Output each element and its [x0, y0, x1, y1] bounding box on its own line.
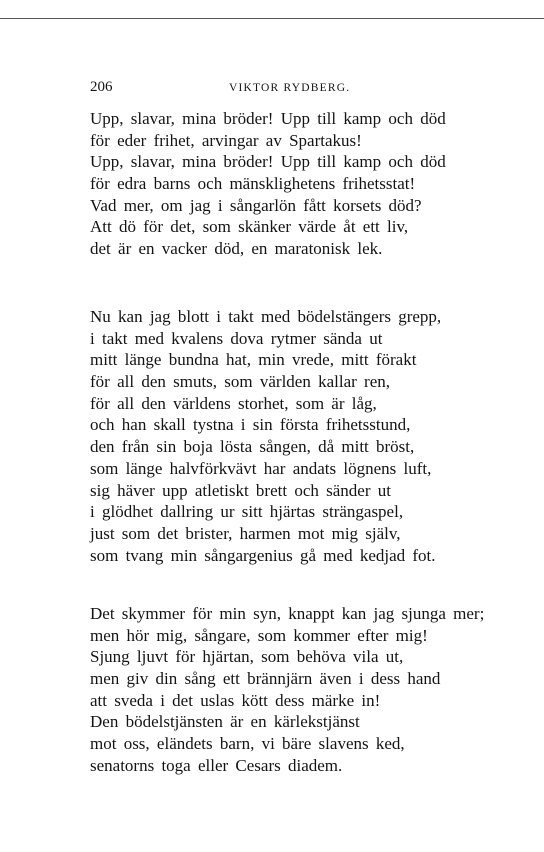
poem-line: Det skymmer för min syn, knappt kan jag sjunga mer; [90, 604, 485, 623]
poem-line: för all den smuts, som världen kallar ren, [90, 372, 391, 392]
poem-line: Nu kan jag blott i takt med bödelstängers grepp, [90, 307, 442, 326]
poem-line: det är en vacker död, en maratonisk lek. [90, 239, 383, 259]
poem-line: för edra barns och mänsklighetens frihetsstat! [90, 174, 416, 194]
poem-line: för all den världens storhet, som är låg, [90, 393, 377, 413]
poem-line: som länge halvförkvävt har andats lögnens luft, [90, 458, 432, 478]
poem-line: sig häver upp atletiskt brett och sänder ut [90, 480, 391, 500]
poem-line: Den bödelstjänsten är en kärlekstjänst [90, 712, 360, 732]
poem-line: senatorns toga eller Cesars diadem. [90, 755, 343, 775]
poem-line: i glödhet dallring ur sitt hjärtas strängaspel, [90, 502, 404, 522]
poem-line: Att dö för det, som skänker värde åt ett liv, [90, 217, 409, 237]
poem-line: mot oss, eländets barn, vi bäre slavens ked, [90, 734, 405, 754]
poem-line: men hör mig, sångare, som kommer efter mig! [90, 625, 428, 645]
stanza-1 [90, 108, 514, 260]
poem-line: och han skall tystna i sin första frihetsstund, [90, 415, 411, 435]
poem-line: Sjung ljuvt för hjärtan, som behöva vila ut, [90, 647, 404, 667]
poem-line: just som det brister, harmen mot mig själv, [90, 523, 401, 543]
stanza-2 [90, 306, 514, 566]
poem-line: Upp, slavar, mina bröder! Upp till kamp och död [90, 152, 446, 172]
poem-line: som tvang min sångargenius gå med kedjad fot. [90, 545, 436, 565]
poem-line: men giv din sång ett brännjärn även i dess hand [90, 669, 441, 689]
poem-line: i takt med kvalens dova rytmer sända ut [90, 328, 383, 348]
poem-line: mitt länge bundna hat, min vrede, mitt förakt [90, 350, 417, 370]
poem-line: den från sin boja lösta sången, då mitt bröst, [90, 437, 415, 457]
poem-line: för eder frihet, arvingar av Spartakus! [90, 130, 362, 150]
poem-line: Upp, slavar, mina bröder! Upp till kamp och död [90, 109, 446, 128]
stanza-3 [90, 603, 514, 777]
page-number: 206 [90, 79, 113, 95]
poem-line: att sveda i det uslas kött dess märke in! [90, 690, 381, 710]
running-head: VIKTOR RYDBERG. [229, 82, 351, 94]
top-rule [0, 18, 544, 19]
poem-line: Vad mer, om jag i sångarlön fått korsets död? [90, 195, 422, 215]
